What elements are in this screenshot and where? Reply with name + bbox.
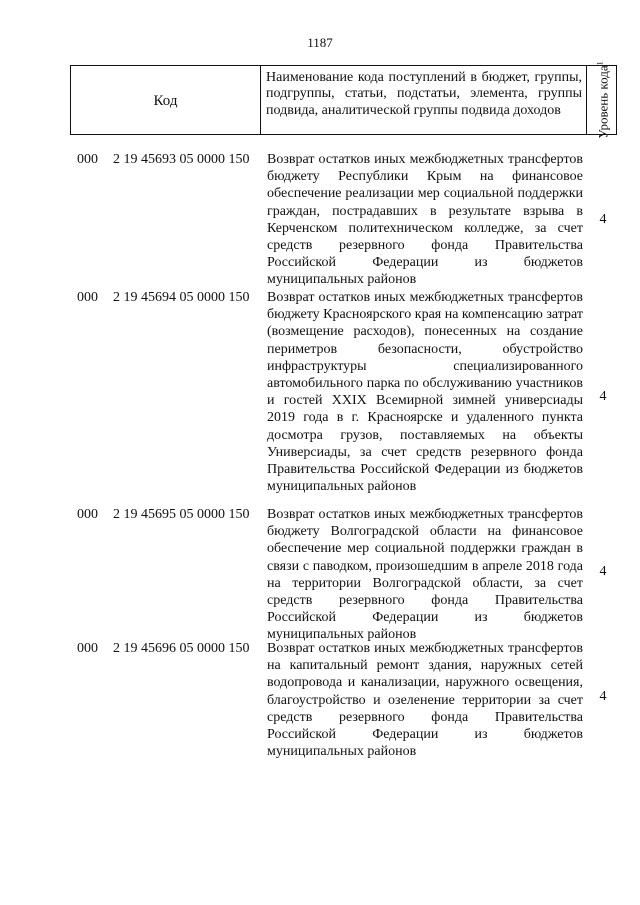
- column-header-code: Код: [71, 66, 261, 134]
- row-prefix: 000: [77, 507, 98, 522]
- row-level: 4: [599, 564, 607, 579]
- row-name: Возврат остатков иных межбюджетных трансфертов на капитальный ремонт здания, наружных сетей водопровода и канализации, наружного освещения, благоустройство и озеленение территории за счет средств резервного фонда Правительства Российской Федерации из бюджетов муниципальных районов: [267, 641, 583, 760]
- row-prefix: 000: [77, 290, 98, 305]
- row-name: Возврат остатков иных межбюджетных трансфертов бюджету Волгоградской области на финансовое обеспечение мер социальной поддержки граждан в связи с паводком, произошедшим в апреле 2018 года на территории Волгоградской области, за счет средств резервного фонда Правительства Российской Федерации из бюджетов муниципальных районов: [267, 507, 583, 643]
- row-code: 2 19 45695 05 0000 150: [113, 507, 250, 522]
- row-code: 2 19 45693 05 0000 150: [113, 152, 250, 167]
- level-footnote-mark: 1: [594, 61, 604, 66]
- column-header-level-text: [593, 61, 610, 138]
- row-prefix: 000: [77, 641, 98, 656]
- row-code: 2 19 45694 05 0000 150: [113, 290, 250, 305]
- row-name: Возврат остатков иных межбюджетных трансфертов бюджету Республики Крым на финансовое обеспечение реализации мер социальной поддержки граждан, пострадавших в результате взрыва в Керченском политехническом колледже, за счет средств резервного фонда Правительства Российской Федерации из бюджетов муниципальных районов: [267, 152, 583, 288]
- row-level: 4: [599, 689, 607, 704]
- level-label: Уровень кода: [595, 65, 611, 139]
- column-header-name: Наименование кода поступлений в бюджет, группы, подгруппы, статьи, подстатьи, элемента, группы подвида, аналитической группы подвида доходов: [261, 66, 587, 134]
- row-prefix: 000: [77, 152, 98, 167]
- row-level: 4: [599, 212, 607, 227]
- row-code: 2 19 45696 05 0000 150: [113, 641, 250, 656]
- table-header: [70, 61, 617, 139]
- row-name: Возврат остатков иных межбюджетных трансфертов бюджету Красноярского края на компенсацию затрат (возмещение расходов), понесенных на создание периметров безопасности, обустройство инфраструктуры специализированного автомобильного парка по обслуживанию участников и гостей XXIX Всемирной зимней универсиады 2019 года в г. Красноярске и удаленного пункта досмотра грузов, поставляемых на объекты Универсиады, за счет средств резервного фонда Правительства Российской Федерации из бюджетов муниципальных районов: [267, 290, 583, 495]
- row-level: 4: [599, 389, 607, 404]
- column-header-level: [587, 61, 616, 139]
- page-number: 1187: [307, 35, 333, 50]
